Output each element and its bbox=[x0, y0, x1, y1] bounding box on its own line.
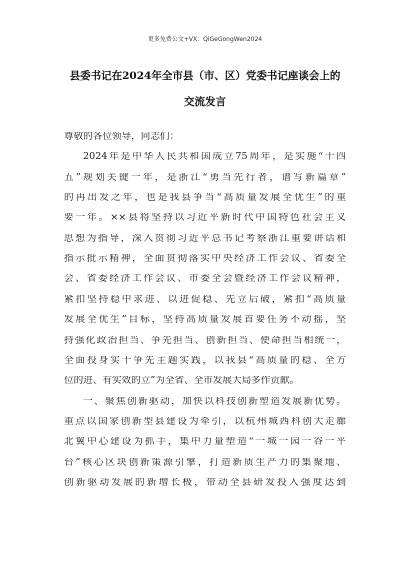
body-line: 的再出发之年，也是我县争当“高质量发展全优生”的重 bbox=[64, 193, 346, 203]
body-line: 台”核心区块创新策源引擎，打造新质生产力的集聚地、 bbox=[64, 457, 346, 468]
body-line: 北翼中心建设为抓手，集中力量塑造“一城一园一谷一平 bbox=[64, 437, 346, 447]
body-line: 紧扣坚持稳中求进、以进促稳、先立后破，紧扣“高质量 bbox=[64, 294, 346, 305]
body-line: 发展全优生”目标，坚持高质量发展首要任务不动摇，坚 bbox=[64, 315, 346, 325]
body-line: 位的进、有实效的立”为全省、全市发展大局多作贡献。 bbox=[64, 376, 300, 386]
body-line: 一、聚焦创新驱动，加快以科技创新塑造发展新优势。 bbox=[83, 396, 346, 407]
document-title-line-2: 交流发言 bbox=[184, 96, 226, 108]
body-line: 指示批示精神，全面贯彻落实中央经济工作会议、省委全 bbox=[64, 254, 346, 264]
document-title-line-1: 县委书记在2024年全市县（市、区）党委书记座谈会上的 bbox=[69, 70, 341, 82]
body-line: 创新驱动发展的新增长极，带动全县研发投入强度达到 bbox=[64, 477, 346, 488]
body-line: 会、省委经济工作会议、市委全会暨经济工作会议精神， bbox=[64, 274, 346, 285]
body-line: 五”规划关键一年，是浙江“勇当先行者，谱写新篇章” bbox=[64, 172, 346, 183]
body-line: 尊敬的各位领导，同志们： bbox=[64, 132, 180, 142]
body-line: 重点以国家创新型县建设为牵引，以杭州城西科创大走廊 bbox=[64, 416, 346, 427]
body-line: 全面投身实干争先主题实践，以我县“高质量的稳、全方 bbox=[64, 355, 346, 366]
body-line: 要一年。××县将坚持以习近平新时代中国特色社会主义 bbox=[64, 213, 346, 223]
body-line: 持强化政治担当、争先担当、创新担当、使命担当相统一， bbox=[64, 335, 346, 346]
header-note: 更多免费公文+VX：QiGeGongWen2024 bbox=[147, 36, 263, 43]
body-line: 2024年是中华人民共和国成立75周年，是实施“十四 bbox=[83, 152, 346, 162]
body-line: 思想为指导，深入贯彻习近平总书记考察浙江重要讲话和 bbox=[64, 233, 346, 244]
